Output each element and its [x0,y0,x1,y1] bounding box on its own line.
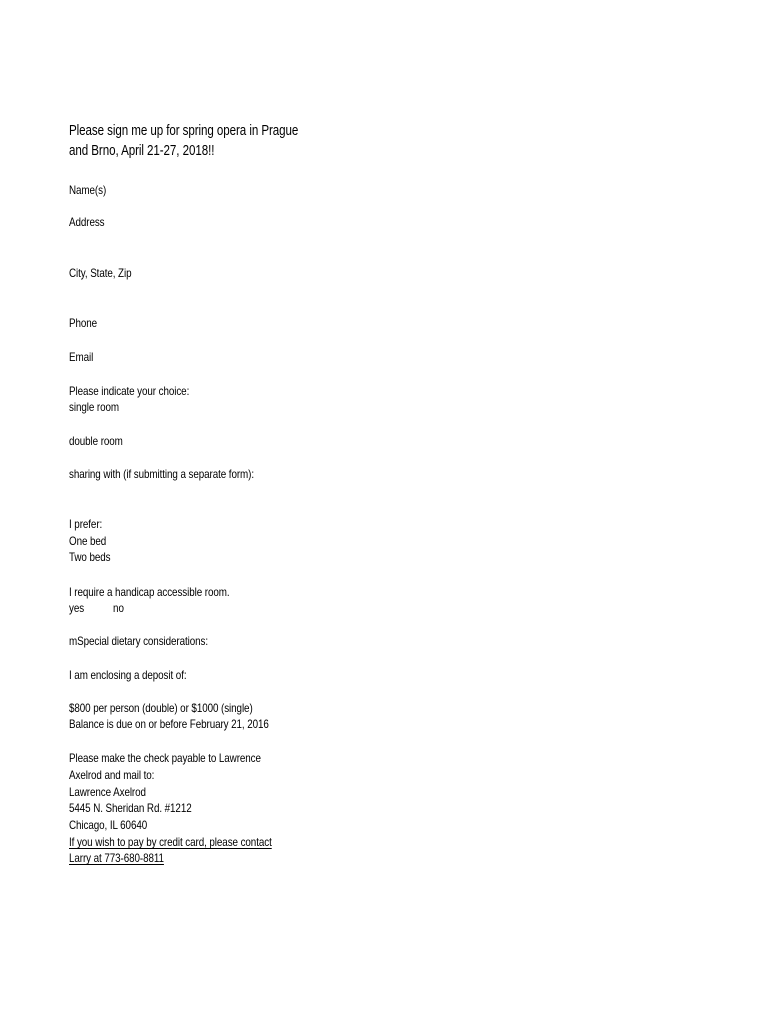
sharing-with-label: sharing with (if submitting a separate form): [69,467,254,481]
handicap-no-option: no [113,601,124,615]
two-beds-option: Two beds [69,550,111,564]
credit-card-contact-line-2: Larry at 773-680-8811 [69,851,164,865]
phone-label: Phone [69,316,98,330]
address-label: Address [69,215,105,229]
check-payable-line-1: Please make the check payable to Lawrence [69,751,261,765]
credit-card-contact-line-1: If you wish to pay by credit card, please contact [69,835,272,849]
form-title-line-1: Please sign me up for spring opera in Prague [69,123,299,139]
handicap-yes-option: yes [69,601,85,615]
bed-preference-prompt: I prefer: [69,517,103,531]
balance-due-note: Balance is due on or before February 21, 2016 [69,717,269,731]
check-payable-line-2: Axelrod and mail to: [69,768,155,782]
names-label: Name(s) [69,183,107,197]
mailing-street: 5445 N. Sheridan Rd. #1212 [69,801,192,815]
one-bed-option: One bed [69,534,107,548]
mailing-name: Lawrence Axelrod [69,785,146,799]
mailing-city: Chicago, IL 60640 [69,818,148,832]
handicap-room-prompt: I require a handicap accessible room. [69,585,230,599]
room-choice-prompt: Please indicate your choice: [69,384,190,398]
deposit-label: I am enclosing a deposit of: [69,668,187,682]
form-title-line-2: and Brno, April 21-27, 2018!! [69,143,215,159]
city-state-zip-label: City, State, Zip [69,266,132,280]
single-room-option: single room [69,400,119,414]
email-label: Email [69,350,94,364]
deposit-amounts: $800 per person (double) or $1000 (single) [69,701,253,715]
double-room-option: double room [69,434,123,448]
dietary-considerations-label: mSpecial dietary considerations: [69,634,209,648]
